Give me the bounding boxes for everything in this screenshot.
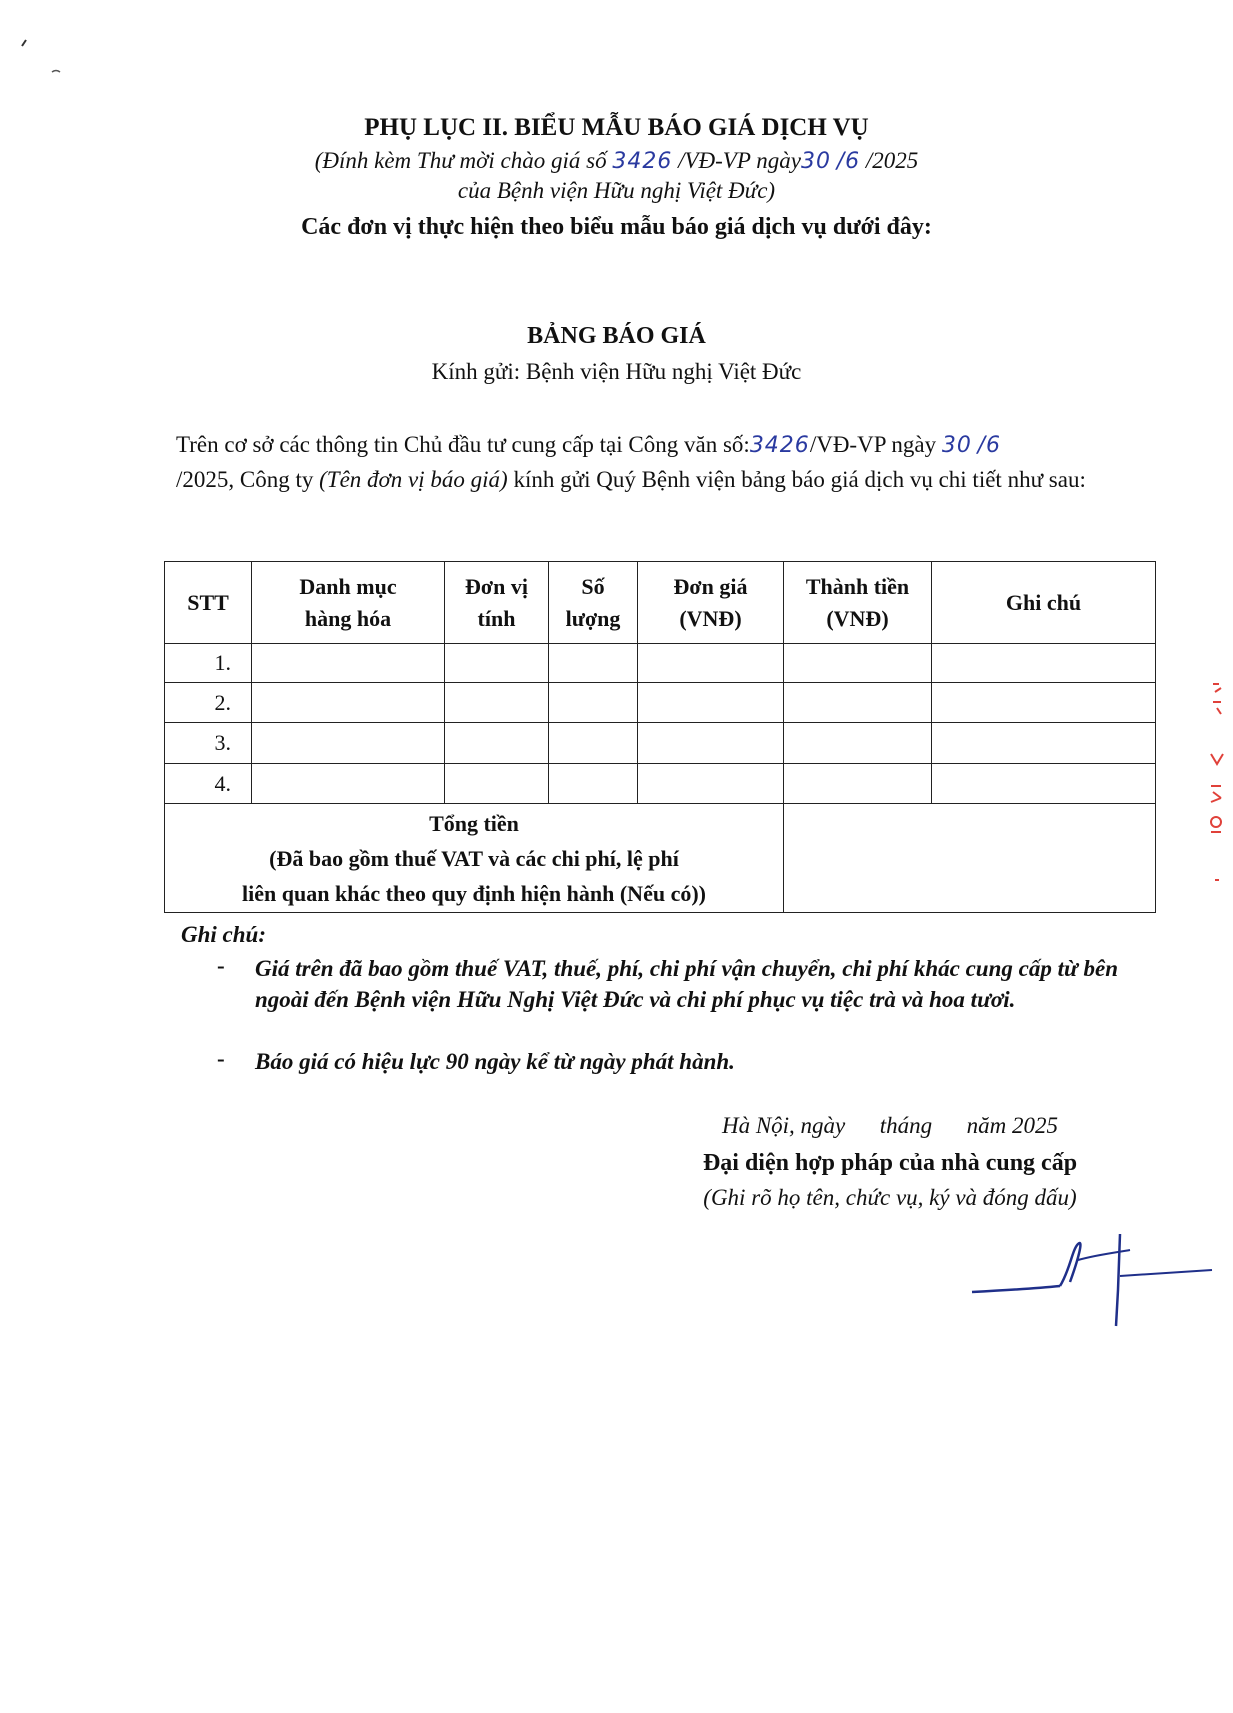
appendix-attachment-line: (Đính kèm Thư mời chào giá số 3426 /VĐ-VP ngày30 /6 /2025 [314, 148, 919, 174]
signature-representative: Đại diện hợp pháp của nhà cung cấp [702, 1150, 1078, 1176]
col-header-note: Ghi chú [932, 562, 1156, 644]
handwritten-month-2: 6 [986, 433, 1002, 458]
col-header-unit: Đơn vị tính [445, 562, 549, 644]
table-header-row [165, 562, 1156, 644]
table-row [165, 683, 1156, 723]
table-row [165, 644, 1156, 683]
handwritten-letter-number-2: 3426 [749, 433, 810, 458]
total-label: Tổng tiền (Đã bao gồm thuế VAT và các chi phí, lệ phí liên quan khác theo quy định hiện hành (Nếu có)) [165, 804, 784, 913]
table-row [165, 764, 1156, 804]
row-number: 1. [165, 644, 252, 683]
col-header-amount: Thành tiền (VNĐ) [784, 562, 932, 644]
row-number: 3. [165, 723, 252, 764]
note-bullet: - [217, 1046, 225, 1071]
quote-greeting: Kính gửi: Bệnh viện Hữu nghị Việt Đức [431, 359, 802, 384]
total-row [165, 804, 1156, 913]
margin-stamp-fragment [1205, 680, 1229, 900]
total-value [784, 804, 1156, 913]
col-header-item: Danh mục hàng hóa [252, 562, 445, 644]
col-header-quantity: Số lượng [549, 562, 638, 644]
signature-instruction: (Ghi rõ họ tên, chức vụ, ký và đóng dấu) [703, 1185, 1077, 1210]
appendix-attachment-line2: của Bệnh viện Hữu nghị Việt Đức) [457, 178, 776, 203]
handwritten-signature [960, 1230, 1220, 1340]
col-header-stt: STT [165, 562, 252, 644]
col-header-unit-price: Đơn giá (VNĐ) [638, 562, 784, 644]
quote-title: BẢNG BÁO GIÁ [527, 323, 706, 349]
row-number: 2. [165, 683, 252, 723]
note-item: Giá trên đã bao gồm thuế VAT, thuế, phí, chi phí vận chuyển, chi phí khác cung cấp từ bên ngoài đến Bệnh viện Hữu Nghị Việt Đức và chi phí phục vụ tiệc trà và hoa tươi. [255, 956, 1118, 1012]
handwritten-letter-number: 3426 [612, 149, 673, 174]
instruction-text: Các đơn vị thực hiện theo biểu mẫu báo giá dịch vụ dưới đây: [301, 214, 932, 240]
handwritten-day-2: 30 [941, 433, 972, 458]
handwritten-day: 30 [800, 149, 831, 174]
handwritten-month: 6 [845, 149, 861, 174]
company-placeholder: (Tên đơn vị báo giá) [319, 467, 508, 492]
note-bullet: - [217, 953, 225, 978]
notes-heading: Ghi chú: [181, 922, 266, 947]
quote-table [164, 561, 1156, 913]
table-row [165, 723, 1156, 764]
row-number: 4. [165, 764, 252, 804]
note-item: Báo giá có hiệu lực 90 ngày kể từ ngày phát hành. [255, 1049, 735, 1074]
scan-mark [20, 34, 80, 84]
signature-place-date: Hà Nội, ngày tháng năm 2025 [721, 1113, 1059, 1138]
appendix-title: PHỤ LỤC II. BIỂU MẪU BÁO GIÁ DỊCH VỤ [364, 114, 869, 141]
intro-paragraph: Trên cơ sở các thông tin Chủ đầu tư cung cấp tại Công văn số:3426/VĐ-VP ngày 30 /6 /2025, Công ty (Tên đơn vị báo giá) kính gửi Quý Bệnh viện bảng báo giá dịch vụ chi tiết như sau: [176, 432, 1086, 492]
